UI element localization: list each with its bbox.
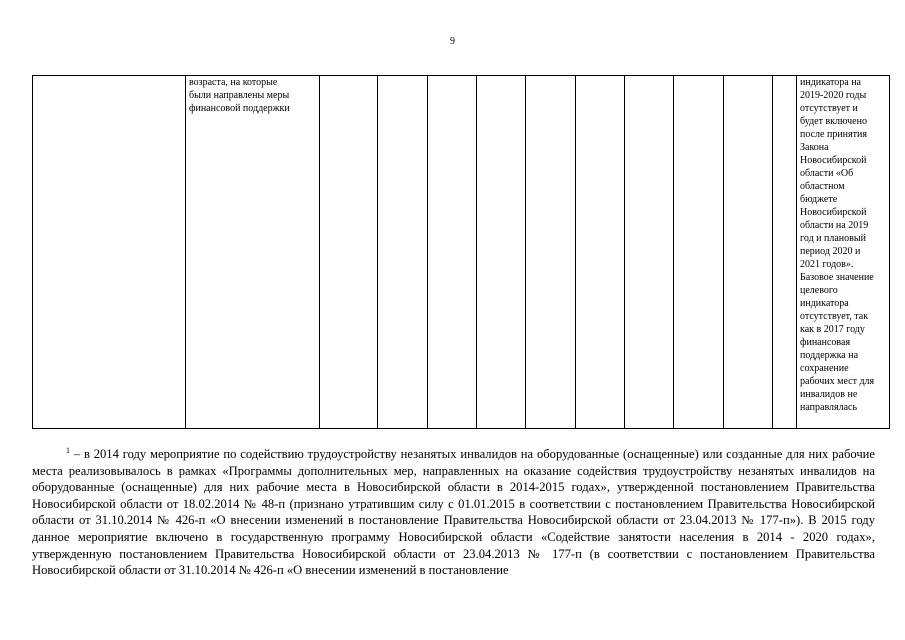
table-cell xyxy=(378,76,428,429)
table-cell-number xyxy=(33,76,186,429)
table-cell xyxy=(773,76,797,429)
page-number: 9 xyxy=(450,36,455,47)
footnote-marker: 1 xyxy=(66,446,70,455)
table-cell-indicator-name: возраста, на которые были направлены меры финансовой поддержки xyxy=(186,76,320,429)
footnote xyxy=(32,446,875,579)
table-cell xyxy=(320,76,378,429)
table-cell xyxy=(674,76,724,429)
table-row xyxy=(33,76,890,429)
footnote-text: – в 2014 году мероприятие по содействию трудоустройству незанятых инвалидов на оборудованные (оснащенные) или созданные для них рабочие места реализовывалось в рамках «Программы дополнительных мер, направленных на оказание содействия трудоустройству незанятых инвалидов на оборудованные (оснащенные) для них рабочие места в Новосибирской области в 2014-2015 годах», утвержденной постановлением Правительства Новосибирской области от 18.02.2014 № 48-п (признано утратившим силу с 01.01.2015 в соответствии с постановлением Правительства Новосибирской области от 31.10.2014 № 426-п «О внесении изменений в постановление Правительства Новосибирской области от 23.04.2013 № 177-п»). В 2015 году данное мероприятие включено в государственную программу Новосибирской области «Содействие занятости населения в 2014 - 2020 годах», утвержденную постановлением Правительства Новосибирской области от 23.04.2013 № 177-п (в соответствии с постановлением Правительства Новосибирской области от 31.10.2014 № 426-п «О внесении изменений в постановление xyxy=(32,447,875,578)
table-cell xyxy=(428,76,477,429)
table-cell xyxy=(576,76,625,429)
indicator-table xyxy=(32,75,890,429)
table-cell-notes: индикатора на 2019-2020 годы отсутствует и будет включено после принятия Закона Новосибирской области «Об областном бюджете Новосибирской области на 2019 год и плановый период 2020 и 2021 годов». Базовое значение целевого индикатора отсутствует, так как в 2017 году финансовая поддержка на сохранение рабочих мест для инвалидов не направлялась xyxy=(797,76,890,429)
table-cell xyxy=(724,76,773,429)
table-cell xyxy=(477,76,526,429)
table-cell xyxy=(526,76,576,429)
table-cell xyxy=(625,76,674,429)
